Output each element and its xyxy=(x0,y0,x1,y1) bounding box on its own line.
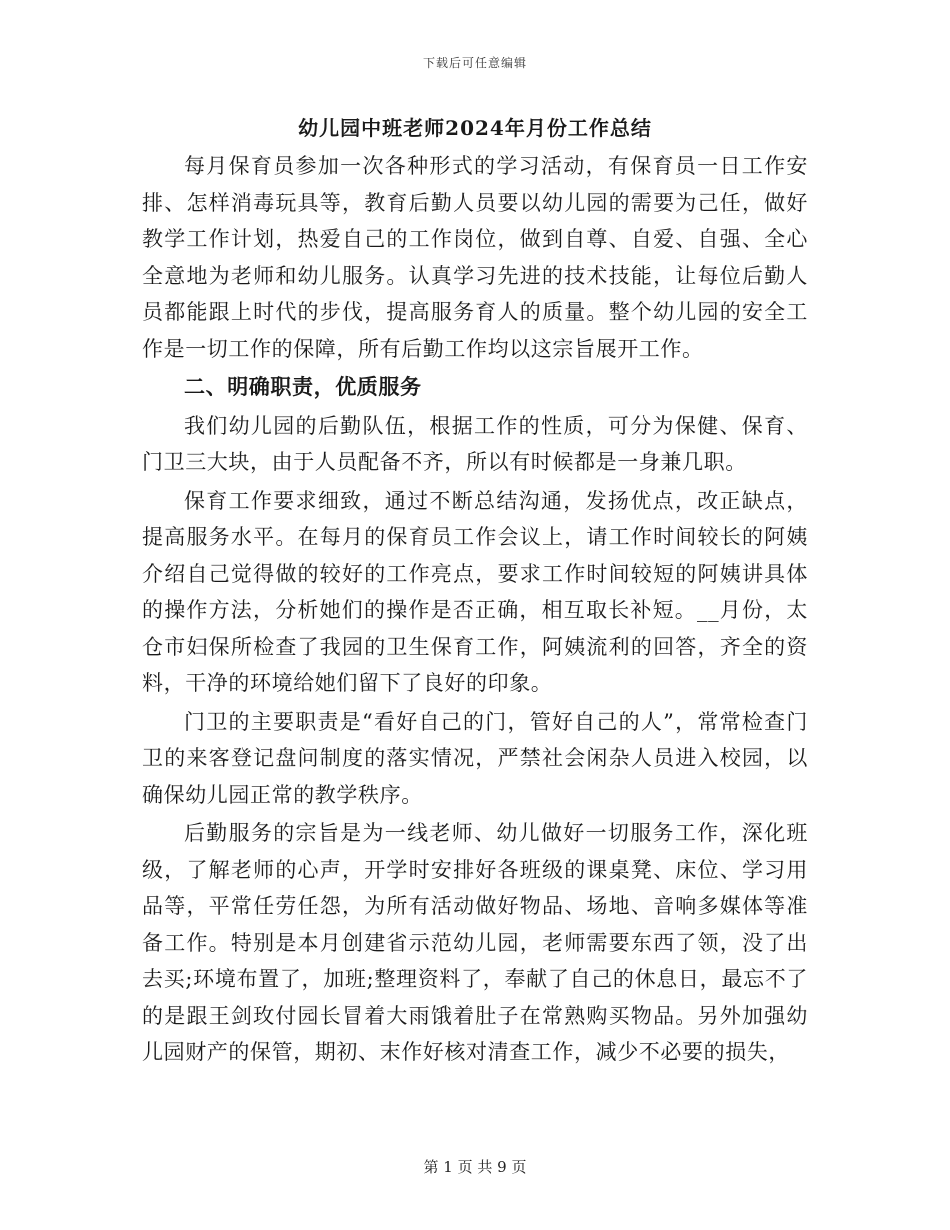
paragraph-care-work: 保育工作要求细致，通过不断总结沟通，发扬优点，改正缺点，提高服务水平。在每月的保育员工作会议上，请工作时间较长的阿姨介绍自己觉得做的较好的工作亮点，要求工作时间较短的阿姨讲具体的操作方法，分析她们的操作是否正确，相互取长补短。__月份，太仓市妇保所检查了我园的卫生保育工作，阿姨流利的回答，齐全的资料，干净的环境给她们留下了良好的印象。 xyxy=(142,488,808,695)
paragraph-guard-duty: 门卫的主要职责是“看好自己的门，管好自己的人”，常常检查门卫的来客登记盘问制度的落实情况，严禁社会闲杂人员进入校园，以确保幼儿园正常的教学秩序。 xyxy=(142,709,808,807)
section-heading: 二、明确职责，优质服务 xyxy=(184,374,422,399)
paragraph-logistics: 后勤服务的宗旨是为一线老师、幼儿做好一切服务工作，深化班级，了解老师的心声，开学时安排好各班级的课桌凳、床位、学习用品等，平常任劳任怨，为所有活动做好物品、场地、音响多媒体等准备工作。特别是本月创建省示范幼儿园，老师需要东西了领，没了出去买;环境布置了，加班;整理资料了，奉献了自己的休息日，最忘不了的是跟王剑玫付园长冒着大雨饿着肚子在常熟购买物品。另外加强幼儿园财产的保管，期初、末作好核对清查工作，减少不必要的损失， xyxy=(142,821,808,1064)
paragraph-team: 我们幼儿园的后勤队伍，根据工作的性质，可分为保健、保育、门卫三大块，由于人员配备不齐，所以有时候都是一身兼几职。 xyxy=(142,413,808,474)
page-header-note: 下载后可任意编辑 xyxy=(422,56,527,70)
page-indicator: 第 1 页 共 9 页 xyxy=(423,1158,527,1176)
document-title: 幼儿园中班老师2024年月份工作总结 xyxy=(298,116,652,140)
paragraph-intro: 每月保育员参加一次各种形式的学习活动，有保育员一日工作安排、怎样消毒玩具等，教育后勤人员要以幼儿园的需要为己任，做好教学工作计划，热爱自己的工作岗位，做到自尊、自爱、自强、全心全意地为老师和幼儿服务。认真学习先进的技术技能，让每位后勤人员都能跟上时代的步伐，提高服务育人的质量。整个幼儿园的安全工作是一切工作的保障，所有后勤工作均以这宗旨展开工作。 xyxy=(142,154,808,361)
document-body xyxy=(142,148,808,1073)
